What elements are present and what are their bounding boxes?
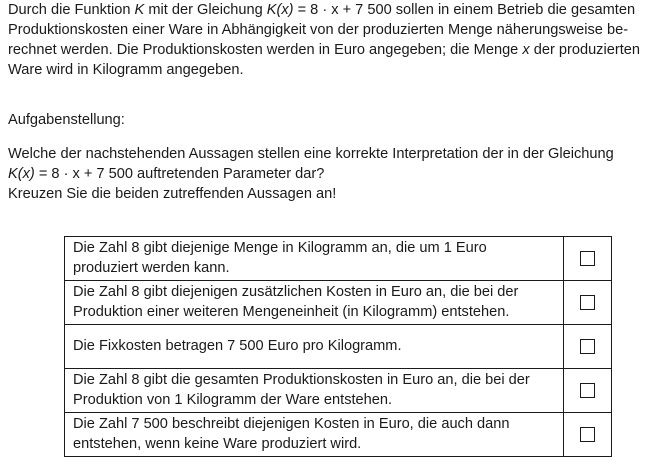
question-line-2: K(x) = 8 · x + 7 500 auftretenden Parameter dar? (8, 166, 325, 182)
answer-checkbox[interactable] (580, 251, 595, 266)
function-name: K (134, 2, 145, 18)
answer-row (65, 325, 612, 369)
equation-rhs: = 8 · x + 7 500 (34, 166, 133, 182)
intro-paragraph (8, 0, 663, 80)
statement-text: Die Zahl 7 500 beschreibt diejenigen Kosten in Euro, die auch dann entstehen, wenn keine Ware produziert wird. (65, 413, 564, 457)
question-paragraph (8, 144, 663, 204)
checkbox-cell (564, 325, 612, 369)
intro-line-1: Durch die Funktion K mit der Gleichung K(x) = 8 · x + 7 500 sollen in einem Betrieb die gesamten (8, 2, 636, 18)
answer-checkbox[interactable] (580, 383, 595, 398)
intro-line-3: rechnet werden. Die Produktionskosten werden in Euro angegeben; die Menge x der produzierten (8, 42, 640, 58)
equation-lhs: K(x) (8, 166, 35, 182)
answer-checkbox[interactable] (580, 295, 595, 310)
answer-row (65, 237, 612, 281)
answer-row (65, 369, 612, 413)
checkbox-cell (564, 281, 612, 325)
checkbox-cell (564, 369, 612, 413)
statement-text: Die Zahl 8 gibt diejenigen zusätzlichen Kosten in Euro an, die bei der Produktion einer weiteren Mengeneinheit (in Kilogramm) entstehen. (65, 281, 564, 325)
task-heading: Aufgabenstellung: (8, 112, 125, 128)
intro-line-2: Produktionskosten einer Ware in Abhängigkeit von der produzierten Menge näherungsweise be- (8, 22, 629, 38)
variable-x: x (522, 42, 530, 58)
equation-rhs: = 8 · x + 7 500 (293, 2, 392, 18)
checkbox-cell (564, 237, 612, 281)
answer-checkbox[interactable] (580, 427, 595, 442)
intro-line-4: Ware wird in Kilogramm angegeben. (8, 62, 244, 78)
equation-lhs: K(x) (266, 2, 294, 18)
checkbox-cell (564, 413, 612, 457)
statement-text: Die Zahl 8 gibt diejenige Menge in Kilogramm an, die um 1 Euro produziert werden kann. (65, 237, 564, 281)
question-line-3: Kreuzen Sie die beiden zutreffenden Aussagen an! (8, 186, 337, 202)
answer-row (65, 413, 612, 457)
answer-table (64, 236, 612, 457)
statement-text: Die Zahl 8 gibt die gesamten Produktionskosten in Euro an, die bei der Produktion von 1 Kilogramm der Ware entstehen. (65, 369, 564, 413)
statement-text: Die Fixkosten betragen 7 500 Euro pro Kilogramm. (65, 325, 564, 369)
question-line-1: Welche der nachstehenden Aussagen stellen eine korrekte Interpretation der in der Gleichung (8, 146, 614, 162)
answer-checkbox[interactable] (580, 339, 595, 354)
answer-row (65, 281, 612, 325)
